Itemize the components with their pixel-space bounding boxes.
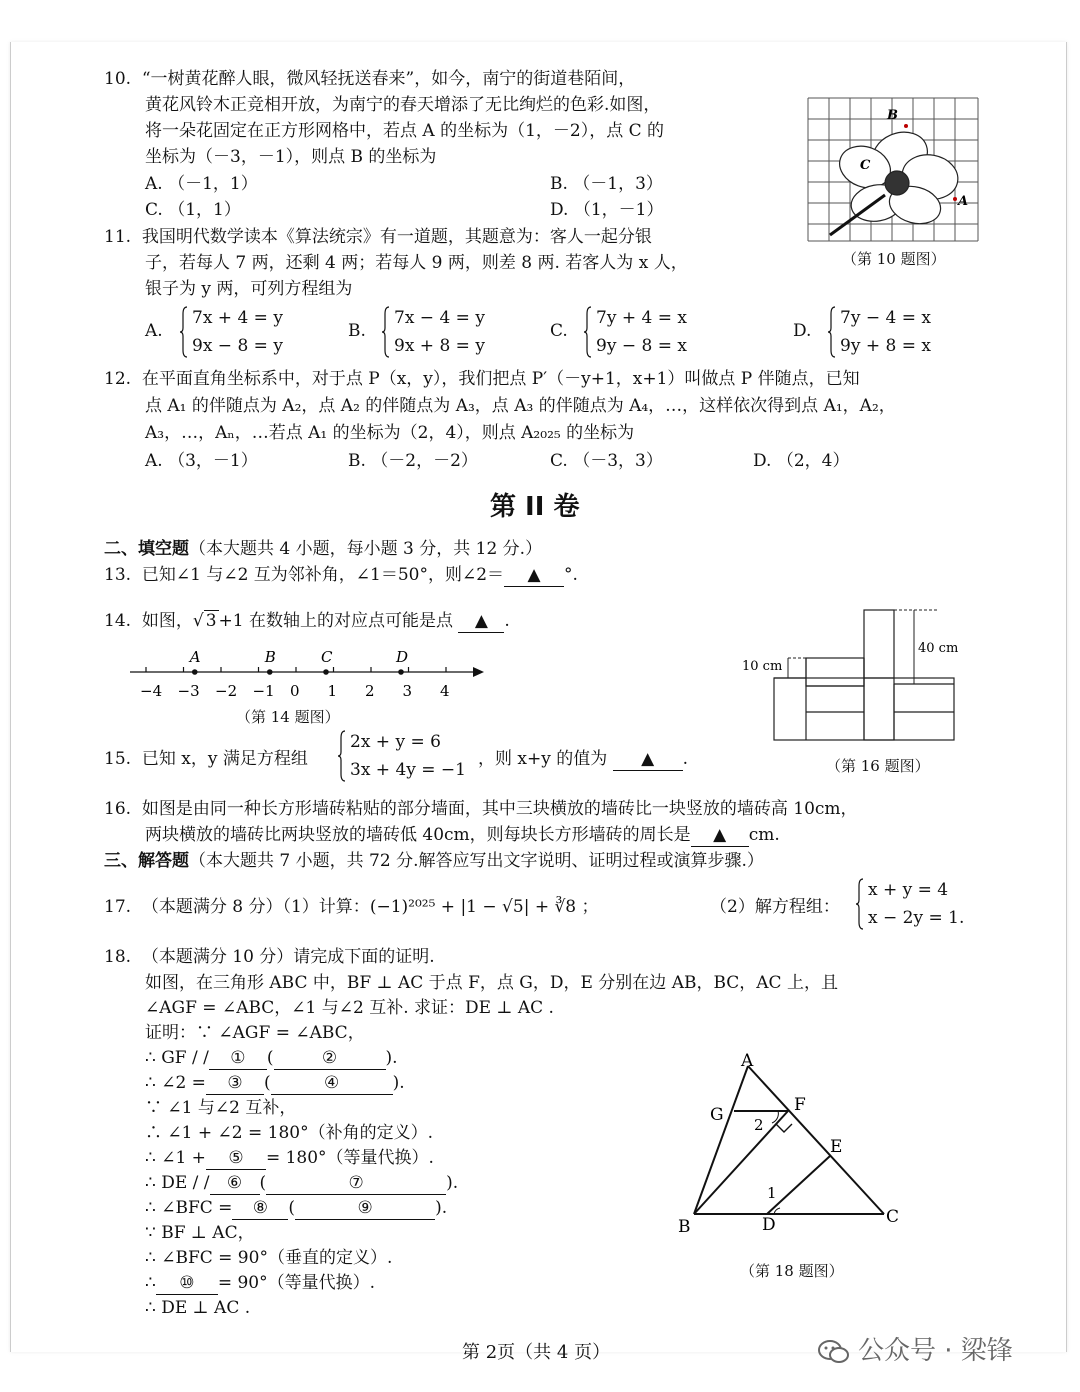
q10-grid-figure — [805, 95, 985, 245]
q17-system: x + y = 4 x − 2y = 1. — [856, 876, 971, 934]
q18-header: 18. （本题满分 10 分）请完成下面的证明. — [104, 947, 435, 967]
q11-option-a-label: A. — [145, 321, 163, 341]
number-line-tick-label: −2 — [215, 682, 238, 700]
number-line-tick-label: 3 — [402, 682, 413, 700]
q15-system: 2x + y = 6 3x + 4y = −1 — [338, 728, 468, 786]
number-line-tick-label: 1 — [327, 682, 338, 700]
q10-line-4: 坐标为（－3，－1），则点 B 的坐标为 — [145, 147, 437, 167]
q12-option-d: D. （2，4） — [753, 451, 850, 471]
q14-number-line — [128, 645, 488, 705]
q16-brick-figure — [738, 604, 968, 744]
q11-option-d-system: 7y − 4 = x 9y + 8 = x — [828, 304, 938, 362]
page-footer: 第 2页（共 4 页） — [462, 1342, 611, 1363]
q18-label-c: C — [886, 1207, 900, 1227]
q10-option-b: B. （－1，3） — [550, 174, 663, 194]
q16-line-2: 两块横放的墙砖比两块竖放的墙砖低 40cm，则每块长方形墙砖的周长是 ▲ cm. — [145, 825, 780, 845]
q11-option-b-system: 7x − 4 = y 9x + 8 = y — [382, 304, 492, 362]
q18-proof-2: ∴ GF / / ① ( ② ). — [145, 1048, 398, 1068]
q16-caption: （第 16 题图） — [826, 757, 930, 775]
q11-option-d-label: D. — [793, 321, 812, 341]
q18-caption: （第 18 题图） — [740, 1262, 844, 1280]
wechat-icon — [818, 1339, 850, 1365]
q11-line-3: 银子为 y 两，可列方程组为 — [145, 279, 353, 299]
q15-answer-blank: ▲ — [613, 748, 683, 771]
q10-line-3: 将一朵花固定在正方形网格中，若点 A 的坐标为（1，－2），点 C 的 — [145, 121, 665, 141]
q17-part2-label: （2）解方程组： — [710, 897, 840, 917]
q18-proof-9: ∵ BF ⊥ AC， — [145, 1223, 255, 1243]
q17-line: 17. （本题满分 8 分）（1）计算：(−1)²⁰²⁵ + |1 − √5| + ∛8 ； — [104, 897, 599, 917]
number-line-tick-label: 4 — [440, 682, 450, 700]
number-line-tick-label: −3 — [177, 682, 200, 700]
q18-label-g: G — [710, 1105, 724, 1125]
number-line-point — [192, 669, 198, 675]
q12-line-2: 点 A₁ 的伴随点为 A₂，点 A₂ 的伴随点为 A₃，点 A₃ 的伴随点为 A₄，…，这样依次得到点 A₁，A₂， — [145, 396, 896, 416]
section-3-header: 三、解答题（本大题共 7 小题，共 72 分.解答应写出文字说明、证明过程或演算步骤.） — [104, 851, 764, 871]
q10-option-c: C. （1，1） — [145, 200, 241, 220]
q13-line: 13. 已知∠1 与∠2 互为邻补角，∠1＝50°，则∠2＝ ▲ °. — [104, 565, 578, 585]
q15-tail: ，则 x+y 的值为 ▲ . — [478, 749, 689, 769]
q10-label-a: A — [958, 194, 969, 209]
q13-answer-blank: ▲ — [504, 564, 564, 587]
q11-line-2: 子，若每人 7 两，还剩 4 两；若每人 9 两，则差 8 两. 若客人为 x 人， — [145, 253, 688, 273]
q16-answer-blank: ▲ — [691, 824, 749, 847]
q18-label-1: 1 — [767, 1184, 777, 1202]
q14-line: 14. 如图，√ 3 +1 在数轴上的对应点可能是点 ▲ . — [104, 611, 510, 631]
number-line-tick-label: 0 — [290, 682, 300, 700]
q18-proof-6: ∴ ∠1 + ⑤ = 180°（等量代换）. — [145, 1148, 434, 1168]
q18-proof-10: ∴ ∠BFC = 90°（垂直的定义）. — [145, 1248, 393, 1268]
q12-option-c: C. （－3，3） — [550, 451, 663, 471]
q18-label-f: F — [794, 1095, 806, 1115]
number-line-tick-label: −1 — [252, 682, 275, 700]
q16-label-10cm: 10 cm — [742, 659, 783, 674]
q18-proof-3: ∴ ∠2 = ③ ( ④ ). — [145, 1073, 405, 1093]
q18-label-a: A — [741, 1051, 754, 1071]
number-line-tick-label: −4 — [140, 682, 163, 700]
section-2-header: 二、填空题（本大题共 4 小题，每小题 3 分，共 12 分.） — [104, 539, 543, 559]
number-line-point — [398, 669, 404, 675]
q16-label-40cm: 40 cm — [918, 641, 959, 656]
number-line-arrow — [473, 667, 484, 677]
q18-proof-12: ∴ DE ⊥ AC . — [145, 1298, 251, 1318]
q18-triangle-figure — [672, 1050, 912, 1250]
q18-proof-7: ∴ DE / / ⑥ ( ⑦ ). — [145, 1173, 459, 1193]
number-line-point — [267, 669, 273, 675]
q10-label-c: C — [860, 158, 871, 173]
number-line-point-label: A — [189, 648, 201, 666]
q11-option-c-label: C. — [550, 321, 568, 341]
q18-proof-8: ∴ ∠BFC = ⑧ ( ⑨ ). — [145, 1198, 448, 1218]
q10-label-b: B — [887, 108, 898, 123]
number-line-tick-label: 2 — [365, 682, 375, 700]
number-line-point-label: B — [264, 648, 276, 666]
q10-option-a: A. （－1，1） — [145, 174, 258, 194]
q18-proof-4: ∵ ∠1 与∠2 互补， — [145, 1098, 297, 1118]
q18-proof-11: ∴ ⑩ = 90°（等量代换）. — [145, 1273, 376, 1293]
q16-line-1: 16. 如图是由同一种长方形墙砖粘贴的部分墙面，其中三块横放的墙砖比一块竖放的墙砖高 10cm， — [104, 799, 858, 819]
q12-option-a: A. （3，－1） — [145, 451, 258, 471]
q10-line-2: 黄花风铃木正竞相开放，为南宁的春天增添了无比绚烂的色彩.如图， — [145, 95, 661, 115]
q11-option-c-system: 7y + 4 = x 9y − 8 = x — [584, 304, 694, 362]
q10-caption: （第 10 题图） — [842, 250, 946, 268]
q18-line-1: 如图，在三角形 ABC 中，BF ⊥ AC 于点 F，点 G，D，E 分别在边 AB，BC，AC 上，且 — [145, 973, 838, 993]
q18-proof-1: 证明：∵ ∠AGF = ∠ABC， — [145, 1023, 365, 1043]
q10-line-1: 10. “一树黄花醉人眼，微风轻抚送春来”，如今，南宁的街道巷陌间， — [104, 69, 636, 89]
q14-caption: （第 14 题图） — [236, 708, 340, 726]
q18-label-d: D — [762, 1215, 776, 1235]
number-line-point-label: C — [321, 648, 333, 666]
q12-line-3: A₃，…，Aₙ，…若点 A₁ 的坐标为（2，4），则点 A₂₀₂₅ 的坐标为 — [145, 423, 635, 443]
q12-line-1: 12. 在平面直角坐标系中，对于点 P（x，y），我们把点 P′（－y+1，x+1）叫做点 P 伴随点，已知 — [104, 369, 860, 389]
q18-label-2: 2 — [754, 1116, 764, 1134]
q14-answer-blank: ▲ — [458, 610, 504, 633]
q18-label-e: E — [830, 1137, 843, 1157]
q15-line: 15. 已知 x，y 满足方程组 — [104, 749, 308, 769]
q11-line-1: 11. 我国明代数学读本《算法统宗》有一道题，其题意为：客人一起分银 — [104, 227, 652, 247]
number-line-point-label: D — [396, 648, 409, 666]
watermark: 公众号 · 梁锋 — [818, 1330, 1013, 1367]
q18-label-b: B — [678, 1217, 691, 1237]
q11-option-b-label: B. — [348, 321, 366, 341]
q10-option-d: D. （1，－1） — [550, 200, 664, 220]
number-line-point — [323, 669, 329, 675]
part-2-title: 第 II 卷 — [490, 492, 580, 522]
q17-expression: (−1)²⁰²⁵ + |1 − √5| + ∛8 — [369, 897, 577, 917]
q18-proof-5: ∴ ∠1 + ∠2 = 180°（补角的定义）. — [145, 1123, 433, 1143]
q12-option-b: B. （－2，－2） — [348, 451, 478, 471]
q11-option-a-system: 7x + 4 = y 9x − 8 = y — [180, 304, 290, 362]
q18-line-2: ∠AGF = ∠ABC，∠1 与∠2 互补. 求证：DE ⊥ AC . — [145, 998, 554, 1018]
